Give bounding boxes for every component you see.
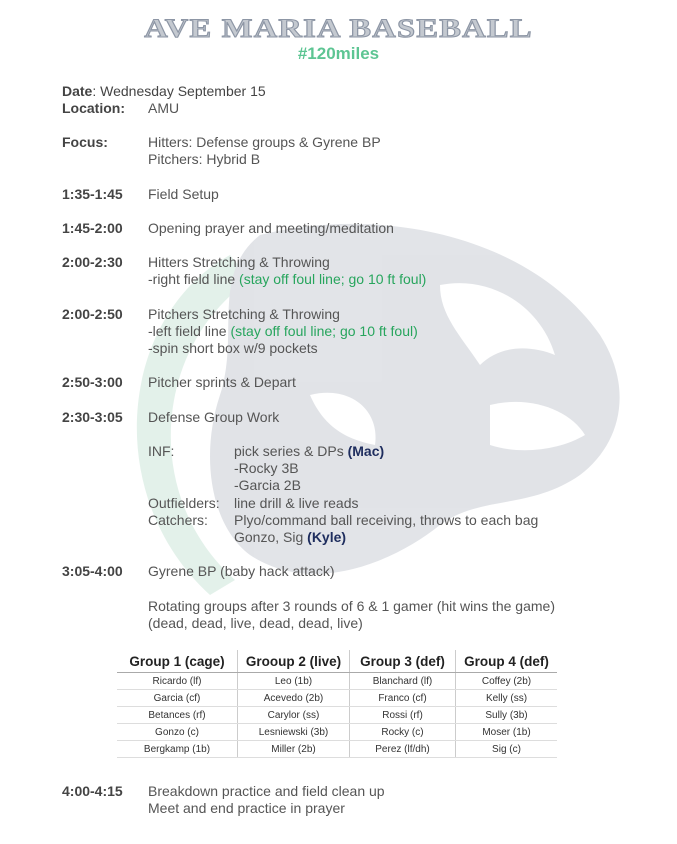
schedule-time: 2:00-2:30 [62, 254, 123, 270]
table-row [117, 707, 557, 724]
schedule-time: 1:45-2:00 [62, 220, 123, 236]
table-cell: Sig (c) [456, 741, 558, 758]
schedule-time: 2:50-3:00 [62, 374, 123, 390]
pitchers-throwing-detail [148, 323, 418, 340]
table-cell: Ricardo (lf) [117, 673, 238, 690]
catchers-line-1: Plyo/command ball receiving, throws to each bag [234, 512, 539, 528]
breakdown-line-2: Meet and end practice in prayer [148, 800, 345, 816]
schedule-time: 4:00-4:15 [62, 783, 123, 799]
schedule-time: 3:05-4:00 [62, 563, 123, 579]
hitters-throwing-detail [148, 271, 426, 288]
table-row [117, 673, 557, 690]
date-value: : Wednesday September 15 [92, 83, 266, 99]
inf-label: INF: [148, 443, 175, 459]
inf-line-1 [234, 443, 384, 460]
table-cell: Coffey (2b) [456, 673, 558, 690]
inf-line-2: -Rocky 3B [234, 460, 299, 476]
focus-label: Focus: [62, 134, 108, 150]
detail-text: pick series & DPs [234, 443, 348, 459]
rotation-line-2: (dead, dead, live, dead, dead, live) [148, 615, 363, 631]
schedule-title: Field Setup [148, 186, 219, 202]
schedule-title: Breakdown practice and field clean up [148, 783, 385, 799]
table-cell: Blanchard (lf) [350, 673, 456, 690]
detail-note: (stay off foul line; go 10 ft foul) [239, 271, 427, 287]
location-label: Location: [62, 100, 125, 116]
rotation-line-1: Rotating groups after 3 rounds of 6 & 1 gamer (hit wins the game) [148, 598, 555, 614]
table-cell: Kelly (ss) [456, 690, 558, 707]
pitchers-throwing-detail-2: -spin short box w/9 pockets [148, 340, 318, 356]
date-label: Date [62, 83, 93, 99]
outfielders-label: Outfielders: [148, 495, 220, 511]
table-row [117, 724, 557, 741]
column-header: Group 1 (cage) [117, 650, 238, 673]
table-cell: Lesniewski (3b) [238, 724, 350, 741]
team-title: AVE MARIA BASEBALL [144, 14, 533, 43]
hashtag: #120miles [297, 44, 380, 63]
table-cell: Moser (1b) [456, 724, 558, 741]
detail-text: Gonzo, Sig [234, 529, 308, 545]
table-cell: Leo (1b) [238, 673, 350, 690]
focus-line-2: Pitchers: Hybrid B [148, 151, 261, 167]
schedule-title: Gyrene BP (baby hack attack) [148, 563, 335, 579]
table-row [117, 741, 557, 758]
catchers-line-2 [234, 529, 346, 546]
column-header: Group 3 (def) [350, 650, 456, 673]
table-cell: Betances (rf) [117, 707, 238, 724]
inf-coach: (Mac) [347, 443, 385, 459]
schedule-time: 2:00-2:50 [62, 306, 123, 322]
table-cell: Perez (lf/dh) [350, 741, 456, 758]
schedule-title: Hitters Stretching & Throwing [148, 254, 330, 270]
table-header-row [117, 650, 557, 673]
schedule-title: Pitchers Stretching & Throwing [148, 306, 340, 322]
table-row [117, 690, 557, 707]
table-cell: Miller (2b) [238, 741, 350, 758]
table-cell: Garcia (cf) [117, 690, 238, 707]
table-cell: Gonzo (c) [117, 724, 238, 741]
schedule-title: Opening prayer and meeting/meditation [148, 220, 394, 236]
detail-note: (stay off foul line; go 10 ft foul) [230, 323, 418, 339]
schedule-time: 2:30-3:05 [62, 409, 123, 425]
catchers-coach: (Kyle) [307, 529, 347, 545]
detail-text: -right field line [148, 271, 240, 287]
inf-line-3: -Garcia 2B [234, 477, 301, 493]
location-value: AMU [148, 100, 180, 116]
column-header: Grooup 2 (live) [238, 650, 350, 673]
detail-text: -left field line [148, 323, 231, 339]
schedule-title: Defense Group Work [148, 409, 280, 425]
outfielders-line: line drill & live reads [234, 495, 359, 511]
table-cell: Bergkamp (1b) [117, 741, 238, 758]
table-cell: Sully (3b) [456, 707, 558, 724]
table-cell: Franco (cf) [350, 690, 456, 707]
schedule-time: 1:35-1:45 [62, 186, 123, 202]
groups-table [117, 650, 557, 758]
focus-line-1: Hitters: Defense groups & Gyrene BP [148, 134, 381, 150]
table-cell: Acevedo (2b) [238, 690, 350, 707]
table-cell: Rossi (rf) [350, 707, 456, 724]
column-header: Group 4 (def) [456, 650, 558, 673]
catchers-label: Catchers: [148, 512, 208, 528]
table-cell: Rocky (c) [350, 724, 456, 741]
table-cell: Carylor (ss) [238, 707, 350, 724]
schedule-title: Pitcher sprints & Depart [148, 374, 296, 390]
